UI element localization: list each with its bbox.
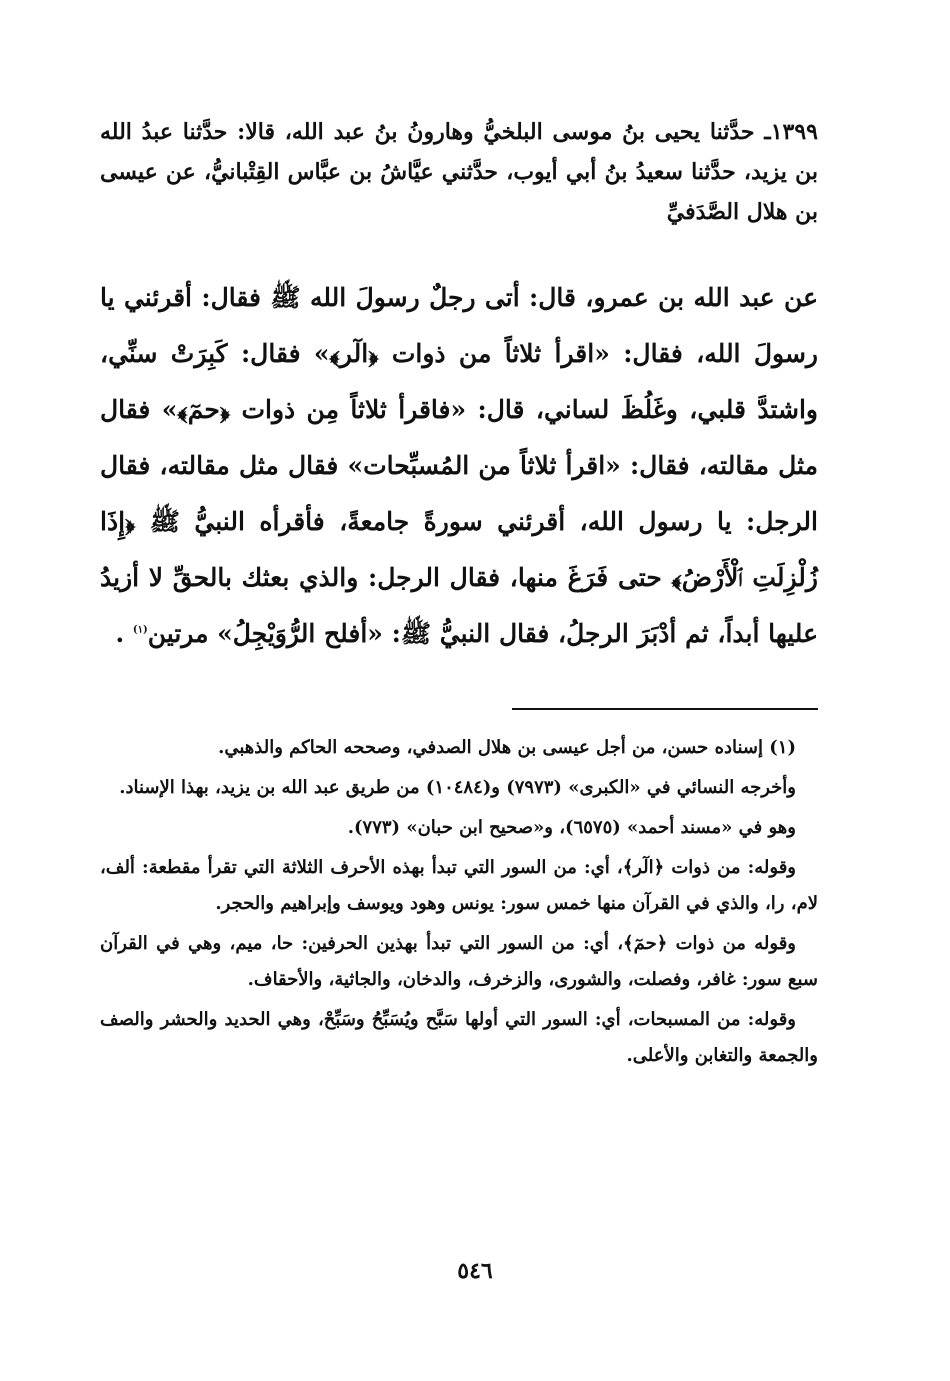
footnote-1: (١) إسناده حسن، من أجل عيسى بن هلال الصدفي، وصححه الحاكم والذهبي. bbox=[218, 737, 796, 758]
hadith-matn: عن عبد الله بن عمرو، قال: أتى رجلٌ رسولَ الله ﷺ فقال: أقرئني يا رسولَ الله، فقال: «اقرأ ثلاثاً من ذوات ﴿الٓر﴾» فقال: كَبِرَتْ سنِّي، واشتدَّ قلبي، وغَلُظَ لساني، قال: «فاقرأ ثلاثاً مِن ذوات ﴿حمٓ﴾» فقال مثل مقالته، فقال: «اقرأ ثلاثاً من المُسبِّحات» فقال مثل مقالته، فقال الرجل: يا رسول الله، أقرئني سورةً جامعةً، فأقرأه النبيُّ ﷺ ﴿إِذَا زُلْزِلَتِ ٱلْأَرْضُ﴾ حتى فَرَغَ منها، فقال الرجل: والذي بعثك بالحقِّ لا أزيدُ عليها أبداً، ثم أدْبَرَ الرجلُ، فقال النبيُّ ﷺ: «أفلح الرُّوَيْجِلُ» مرتين bbox=[100, 283, 818, 648]
page-number: ٥٤٦ bbox=[457, 1258, 493, 1284]
footnote-sources: وأخرجه النسائي في «الكبرى» (٧٩٧٣) و(١٠٤٨٤) من طريق عبد الله بن يزيد، بهذا الإسناد. bbox=[119, 777, 796, 798]
footnote-ha-mim: وقوله من ذوات ﴿حمٓ﴾، أي: من السور التي تبدأ بهذين الحرفين: حا، ميم، وهي في القرآن سبع سور: غافر، وفصلت، والشورى، والزخرف، والدخان، والجاثية، والأحقاف. bbox=[100, 933, 818, 990]
footnotes bbox=[100, 730, 818, 1078]
footnote-musabbihat: وقوله: من المسبحات، أي: السور التي أولها سَبَّح ويُسَبِّحُ وسَبِّحْ، وهي الحديد والحشر والصف والجمعة والتغابن والأعلى. bbox=[100, 1009, 818, 1066]
hadith-number: ١٣٩٩ـ bbox=[764, 119, 818, 145]
footnote-reference[interactable]: (١) bbox=[132, 624, 148, 636]
footnote-alif-lam-ra: وقوله: من ذوات ﴿الٓر﴾، أي: من السور التي تبدأ بهذه الأحرف الثلاثة التي تقرأ مقطعة: ألف، لام، را، والذي في القرآن منها خمس سور: يونس وهود ويوسف وإبراهيم والحجر. bbox=[100, 857, 818, 914]
hadith-end-mark: . bbox=[115, 619, 125, 648]
footnote-musnad: وهو في «مسند أحمد» (٦٥٧٥)، و«صحيح ابن حبان» (٧٧٣). bbox=[347, 817, 796, 838]
footnote-divider bbox=[512, 708, 818, 710]
hadith-chain bbox=[100, 112, 818, 232]
hadith-text bbox=[100, 270, 818, 662]
hadith-chain-text: حدَّثنا يحيى بنُ موسى البلخيُّ وهارونُ بنُ عبد الله، قالا: حدَّثنا عبدُ الله بن يزيد، حدَّثنا سعيدُ بنُ أبي أيوب، حدَّثني عيَّاشُ بن عبَّاس القِتْبانيُّ، عن عيسى بن هلال الصَّدَفيِّ bbox=[100, 119, 818, 225]
